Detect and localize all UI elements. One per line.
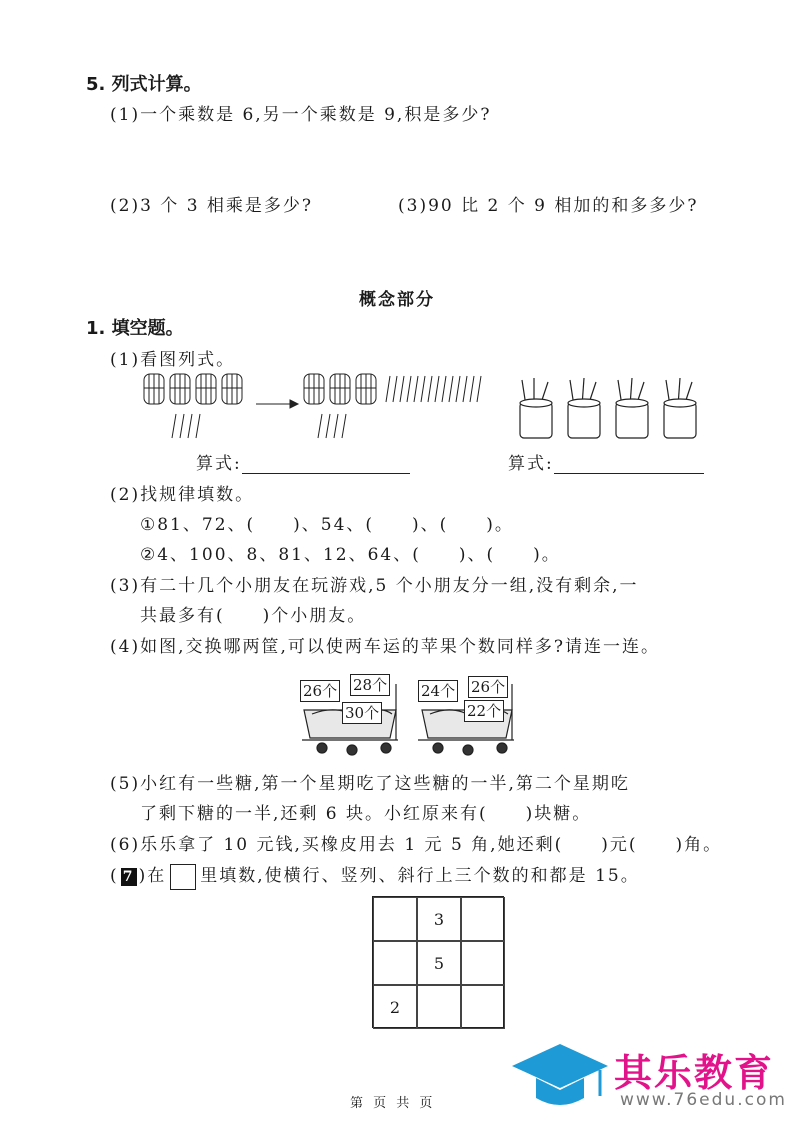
- bundle-icon: [170, 374, 190, 404]
- basket-tag-left-b: 28个: [350, 674, 390, 696]
- basket-tag-right-c: 22个: [464, 700, 504, 722]
- bundle-icon: [304, 374, 324, 404]
- magic-cell[interactable]: [461, 941, 505, 985]
- q1-part3-line2: 共最多有( )个小朋友。: [140, 606, 367, 626]
- magic-cell[interactable]: [417, 985, 461, 1029]
- answer-blank[interactable]: [554, 455, 704, 474]
- basket-tag-left-c: 30个: [342, 702, 382, 724]
- carts-figure: [298, 674, 520, 758]
- magic-cell[interactable]: [373, 941, 417, 985]
- q1-part4: (4)如图,交换哪两筐,可以使两车运的苹果个数同样多?请连一连。: [110, 637, 661, 657]
- magic-cell[interactable]: [461, 897, 505, 941]
- q1-part2b: ②4、100、8、81、12、64、( )、( )。: [140, 545, 561, 565]
- basket-tag-left-a: 26个: [300, 680, 340, 702]
- basket-tag-right-b: 26个: [468, 676, 508, 698]
- graduation-cap-icon: [510, 1040, 610, 1114]
- formula-right: [508, 449, 704, 474]
- bundle-icon: [196, 374, 216, 404]
- magic-cell[interactable]: [373, 897, 417, 941]
- q7-number-badge: 7: [121, 868, 137, 886]
- brand-name: 其乐教育: [614, 1051, 775, 1095]
- pen-cups-figure: [516, 376, 706, 444]
- brand-site: www.76edu.com: [620, 1090, 787, 1110]
- q1-title: 1. 填空题。: [86, 318, 184, 339]
- bundle-icon: [144, 374, 164, 404]
- magic-square: [372, 896, 504, 1028]
- fill-box-icon: [170, 864, 196, 890]
- pen-cup-icon: [568, 378, 600, 438]
- q5-part3: (3)90 比 2 个 9 相加的和多多少?: [398, 196, 699, 216]
- formula-label: 算式:: [196, 454, 242, 474]
- q1-part1: (1)看图列式。: [110, 350, 236, 370]
- bundle-icon: [356, 374, 376, 404]
- q7-text-rest: 里填数,使横行、竖列、斜行上三个数的和都是 15。: [200, 866, 640, 886]
- basket-tag-right-a: 24个: [418, 680, 458, 702]
- q5-part2: (2)3 个 3 相乘是多少?: [110, 196, 314, 216]
- q7-text-mid: )在: [138, 866, 167, 886]
- magic-cell[interactable]: 5: [417, 941, 461, 985]
- stick-bundles-figure: [140, 368, 490, 444]
- q1-part5-line1: (5)小红有一些糖,第一个星期吃了这些糖的一半,第二个星期吃: [110, 774, 630, 794]
- magic-cell[interactable]: 3: [417, 897, 461, 941]
- section-title: 概念部分: [359, 290, 435, 310]
- q1-part5-line2: 了剩下糖的一半,还剩 6 块。小红原来有( )块糖。: [140, 804, 592, 824]
- answer-blank[interactable]: [242, 455, 410, 474]
- bundle-icon: [330, 374, 350, 404]
- pen-cup-icon: [520, 378, 552, 438]
- bundle-icon: [222, 374, 242, 404]
- pen-cup-icon: [664, 378, 696, 438]
- q5-part1: (1)一个乘数是 6,另一个乘数是 9,积是多少?: [110, 105, 492, 125]
- magic-cell[interactable]: [461, 985, 505, 1029]
- formula-left: [196, 449, 410, 474]
- q1-part7: [110, 861, 640, 890]
- q1-part6: (6)乐乐拿了 10 元钱,买橡皮用去 1 元 5 角,她还剩( )元( )角。: [110, 835, 723, 855]
- q1-part2a: ①81、72、( )、54、( )、( )。: [140, 515, 514, 535]
- q1-part3-line1: (3)有二十几个小朋友在玩游戏,5 个小朋友分一组,没有剩余,一: [110, 576, 639, 596]
- pen-cup-icon: [616, 378, 648, 438]
- page-footer: 第 页 共 页: [350, 1096, 436, 1111]
- formula-label: 算式:: [508, 454, 554, 474]
- q5-title: 5. 列式计算。: [86, 74, 202, 95]
- q1-part2: (2)找规律填数。: [110, 485, 255, 505]
- paren-open: (: [110, 866, 119, 886]
- magic-cell[interactable]: 2: [373, 985, 417, 1029]
